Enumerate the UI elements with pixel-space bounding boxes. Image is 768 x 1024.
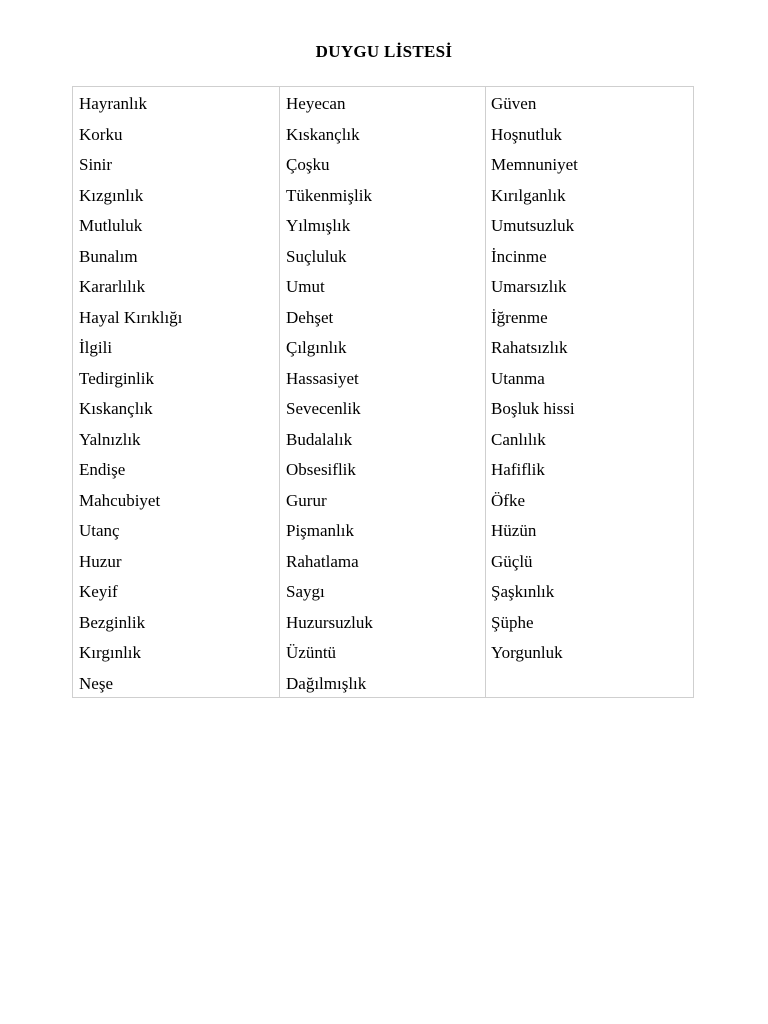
table-cell: Tükenmişlik [286,185,372,205]
page-title: DUYGU LİSTESİ [315,42,453,61]
table-cell: İncinme [491,246,547,266]
table-cell: Umarsızlık [491,277,567,296]
table-cell: Keyif [79,582,118,601]
table-cell: Bezginlik [79,612,146,632]
table-cell: Sevecenlik [286,399,361,418]
table-cell: Şaşkınlık [491,582,555,601]
table-column-2 [280,87,486,697]
table-cell: Hoşnutluk [491,124,562,144]
table-cell: Sinir [79,155,113,174]
table-cell: Yalnızlık [79,429,141,449]
table-cell: Hüzün [491,521,537,540]
table-cell: Obsesiflik [286,460,356,479]
table-cell: İlgili [79,338,113,357]
table-cell: Endişe [79,460,126,479]
table-cell: Memnuniyet [491,155,578,174]
table-cell: Şüphe [491,612,534,632]
table-cell: Hayranlık [79,94,147,113]
table-cell: İğrenme [491,307,548,327]
table-cell: Kırgınlık [79,643,142,662]
table-cell: Kırılganlık [491,185,566,205]
table-cell: Mahcubiyet [79,490,161,510]
table-cell: Neşe [79,673,113,693]
table-column-3 [486,87,693,697]
table-cell: Saygı [286,582,325,601]
table-cell: Güçlü [491,551,533,571]
table-cell: Çoşku [286,155,330,174]
table-cell: Hafiflik [491,460,545,479]
table-cell: Güven [491,94,537,113]
table-cell: Pişmanlık [286,521,355,540]
table-cell: Kızgınlık [79,185,144,205]
table-cell: Dehşet [286,307,334,327]
table-cell: Bunalım [79,246,138,266]
table-cell: Yılmışlık [286,216,351,235]
table-column-1 [73,87,280,697]
table-cell: Canlılık [491,429,546,449]
table-cell: Rahatlama [286,551,359,571]
table-cell: Gurur [286,490,327,510]
table-cell: Huzursuzluk [286,612,373,632]
table-cell: Huzur [79,551,122,571]
table-cell: Utanç [79,521,120,540]
table-cell: Rahatsızlık [491,338,568,357]
emotion-table [72,86,694,698]
table-cell: Heyecan [286,94,346,113]
table-cell: Öfke [491,490,525,510]
table-cell: Mutluluk [79,216,143,235]
table-cell: Umutsuzluk [491,216,575,235]
table-cell: Hayal Kırıklığı [79,307,183,327]
table-cell: Suçluluk [286,246,347,266]
table-cell: Tedirginlik [79,368,154,388]
table-cell: Hassasiyet [286,368,359,388]
table-cell: Utanma [491,368,545,388]
table-cell: Yorgunluk [491,643,563,662]
table-cell: Üzüntü [286,643,337,662]
table-cell: Kararlılık [79,277,146,296]
table-cell: Kıskançlık [286,124,360,144]
table-cell: Dağılmışlık [286,673,367,693]
table-cell: Kıskançlık [79,399,153,418]
table-cell: Korku [79,124,123,144]
table-cell: Umut [286,277,325,296]
table-cell: Çılgınlık [286,338,347,357]
table-cell: Budalalık [286,429,353,449]
table-cell: Boşluk hissi [491,399,575,418]
